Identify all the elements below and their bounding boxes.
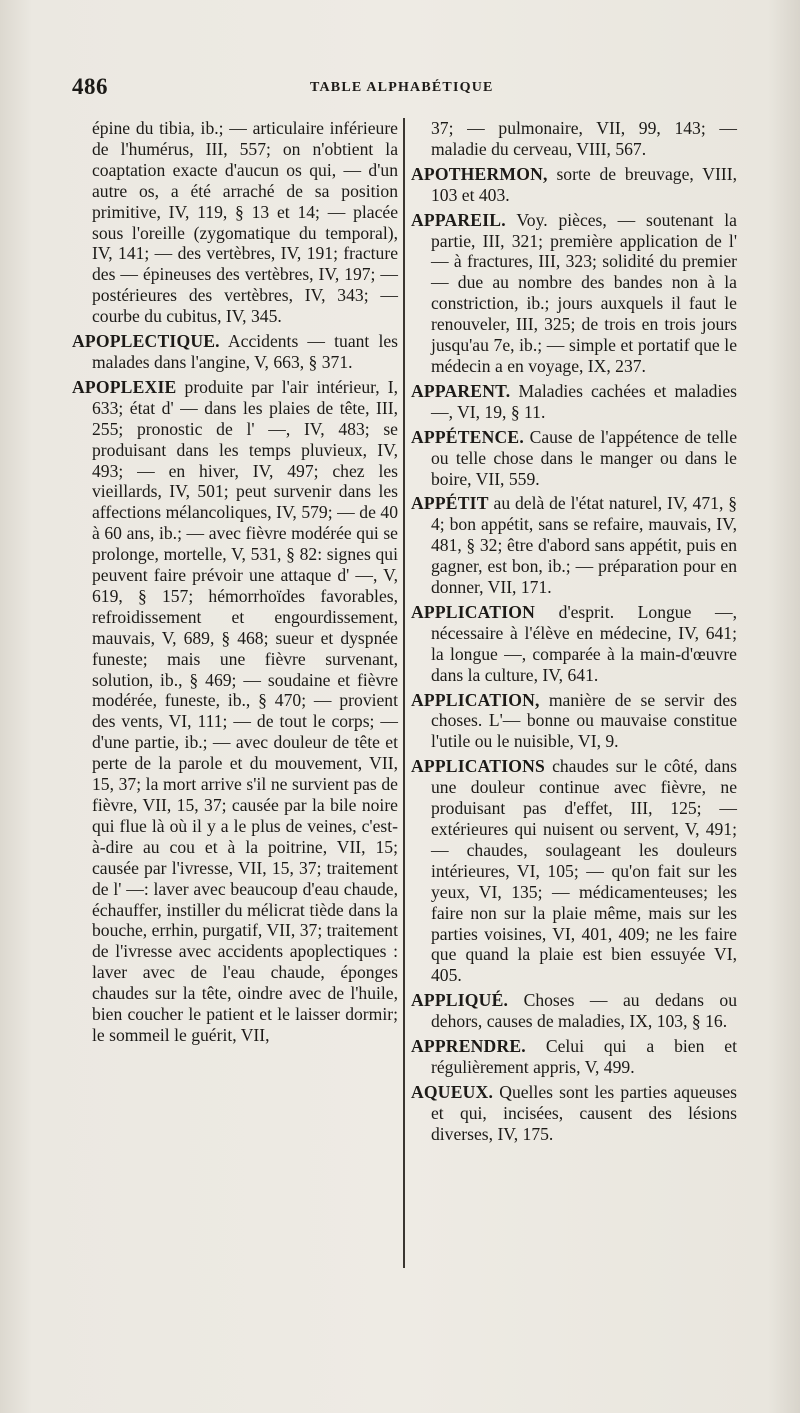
entry-text: Accidents — tuant les malades dans l'angine, V, 663, § 371. — [92, 331, 398, 372]
entry-apprendre — [411, 1036, 737, 1078]
entry-headword: APOPLEXIE — [72, 376, 177, 397]
entry-apothermon — [411, 164, 737, 206]
entry-text: Quelles sont les parties aqueuses et qui, incisées, causent des lésions diverses, IV, 175. — [431, 1081, 737, 1144]
left-column — [72, 118, 398, 1050]
entry-text: Choses — au dedans ou dehors, causes de maladies, IX, 103, § 16. — [431, 990, 737, 1032]
right-column — [411, 118, 737, 1149]
entry-applications — [411, 756, 737, 986]
entry-appetence — [411, 427, 737, 490]
entry-text: Voy. pièces, — soutenant la partie, III, 321; première application de l' — à fractures, III, 323; solidité du premier — due au nombre des bandes non à la constriction, ib.; jours auxquels il faut le renouveler, III, 325; de trois en trois jours jusqu'au 7e, ib.; — simple et portatif que le médecin a en voyage, IX, 237. — [431, 209, 737, 376]
entry-continuation — [411, 118, 737, 160]
entry-application-maniere — [411, 690, 737, 753]
entry-headword: APPLIQUÉ. — [411, 990, 509, 1011]
entry-text: chaudes sur le côté, dans une douleur continue avec fièvre, ne produisant pas d'effet, III, 125; — extérieures qui nuisent ou servent, V, 491; — chaudes, soulageant les douleurs intérieures, VI, 105; — qu'on fait sur les yeux, VI, 135; — médicamenteuses; les faire non sur la plaie même, mais sur les parties voisines, VI, 401, 409; ne les faire que quand la plaie est bien essuyée VI, 405. — [431, 756, 737, 986]
entry-text: 37; — pulmonaire, VII, 99, 143; — maladie du cerveau, VIII, 567. — [431, 118, 737, 159]
entry-text: Maladies cachées et maladies —, VI, 19, § 11. — [431, 380, 737, 422]
entry-text: épine du tibia, ib.; — articulaire inférieure de l'humérus, III, 557; on n'obtient la coaptation exacte d'aucun os qui, — d'un autre os, a été arraché de sa position primitive, IV, 119, § 13 et 14; — placée sous l'oreille (zygomatique du temporal), IV, 141; — des vertèbres, IV, 191; fracture des — épineuses des vertèbres, IV, 197; — postérieures des vertèbres, IV, 343; — courbe du cubitus, IV, 345. — [92, 118, 398, 327]
entry-text: sorte de breuvage, VIII, 103 et 403. — [431, 163, 737, 205]
page-number: 486 — [72, 74, 108, 99]
entry-headword: APPRENDRE. — [411, 1036, 526, 1057]
entry-headword: APOTHERMON, — [411, 163, 548, 184]
entry-text: au delà de l'état naturel, IV, 471, § 4; bon appétit, sans se refaire, mauvais, IV, 481, § 32; être d'abord sans appétit, puis en gagner, est bon, ib.; — préparation pour en donner, VII, 171. — [431, 493, 737, 598]
entry-appareil — [411, 210, 737, 377]
entry-aqueux — [411, 1082, 737, 1145]
entry-continuation — [72, 118, 398, 327]
entry-applique — [411, 990, 737, 1032]
entry-headword: APOPLECTIQUE. — [72, 331, 220, 352]
entry-headword: APPÉTENCE. — [411, 426, 524, 447]
entry-headword: AQUEUX. — [411, 1081, 494, 1102]
entry-headword: APPLICATIONS — [411, 756, 546, 777]
entry-apoplectique — [72, 331, 398, 373]
column-divider — [403, 118, 405, 1268]
entry-text: Cause de l'appétence de telle ou telle chose dans le manger ou dans le boire, VII, 559. — [431, 426, 737, 489]
entry-text: Celui qui a bien et régulièrement appris, V, 499. — [431, 1036, 737, 1077]
entry-headword: APPÉTIT — [411, 493, 489, 514]
entry-application-esprit — [411, 602, 737, 686]
entry-text: d'esprit. Longue —, nécessaire à l'élève en médecine, IV, 641; la longue —, comparée à la main-d'œuvre dans la culture, IV, 641. — [431, 601, 737, 685]
entry-apoplexie — [72, 377, 398, 1046]
entry-headword: APPLICATION — [411, 601, 536, 622]
entry-headword: APPAREIL. — [411, 209, 506, 230]
page-header — [72, 74, 752, 108]
entry-text: produite par l'air intérieur, I, 633; état d' — dans les plaies de tête, III, 255; pronostic de l' —, IV, 483; se produisant dans les temps pluvieux, IV, 493; — en hiver, IV, 497; chez les vieillards, IV, 501; peut survenir dans les affections mélancoliques, IV, 579; — de 40 à 60 ans, ib.; — avec fièvre modérée qui se prolonge, mortelle, V, 531, § 82: signes qui peuvent faire prévoir une attaque d' —, V, 619, § 157; hémorrhoïdes favorables, refroidissement et engourdissement, mauvais, V, 689, § 468; sueur et dyspnée funeste; mais une fièvre survenant, solution, ib., § 469; — soudaine et fièvre modérée, funeste, ib., § 470; — provient des vents, VI, 111; — de tout le corps; — d'une partie, ib.; — avec douleur de tête et perte de la parole et du mouvement, VII, 15, 37; la mort arrive s'il ne survient pas de fièvre, VII, 15, 37; causée par la bile noire qui flue là où il y a le plus de veines, c'est-à-dire au cou et à la poitrine, VII, 15; causée par l'ivresse, VII, 15, 37; traitement de l' —: laver avec beaucoup d'eau chaude, échauffer, instiller du mélicrat tiède dans la bouche, errhin, purgatif, VII, 37; traitement de l'ivresse avec accidents apoplectiques : laver avec de l'eau chaude, éponges chaudes sur la tête, oindre avec de l'huile, bien coucher le patient et le laisser dormir; le sommeil le guérit, VII, — [92, 376, 398, 1045]
running-title: TABLE ALPHABÉTIQUE — [310, 80, 494, 95]
entry-apparent — [411, 381, 737, 423]
entry-appetit — [411, 493, 737, 598]
entry-headword: APPLICATION, — [411, 689, 540, 710]
entry-headword: APPARENT. — [411, 380, 511, 401]
entry-text: manière de se servir des choses. L'— bonne ou mauvaise constitue l'utile ou le nuisible, VI, 9. — [431, 689, 737, 752]
